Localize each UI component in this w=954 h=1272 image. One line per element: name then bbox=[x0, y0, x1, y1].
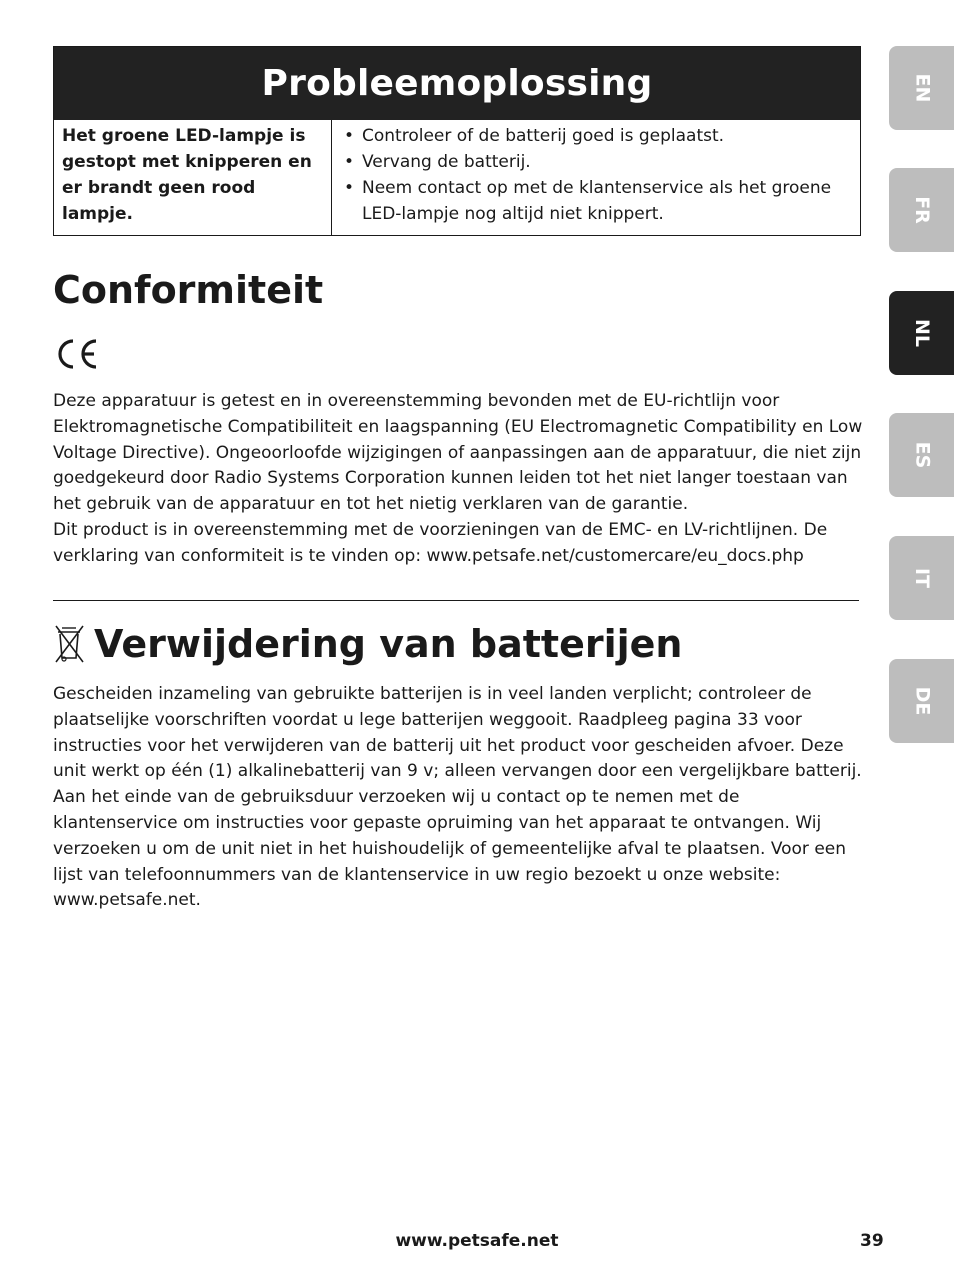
problem-cell: Het groene LED-lampje is gestopt met knipperen en er brandt geen rood lampje. bbox=[54, 120, 332, 235]
solution-list bbox=[344, 123, 852, 227]
tab-label: FR bbox=[910, 196, 933, 224]
ce-mark-icon bbox=[53, 337, 99, 371]
troubleshooting-table bbox=[53, 46, 861, 236]
solution-item: • Neem contact op met de klantenservice als het groene LED-lampje nog altijd niet knippert. bbox=[344, 175, 852, 227]
battery-heading: Verwijdering van batterijen bbox=[94, 622, 683, 666]
battery-paragraph: Gescheiden inzameling van gebruikte batterijen is in veel landen verplicht; controleer de plaatselijke voorschriften voordat u lege batterijen weggooit. Raadpleeg pagina 33 voor instructies voor het verwijderen van de batterij uit het product voor gescheiden afvoer. Deze unit werkt op één (1) alkalinebatterij van 9 v; alleen vervangen door een vergelijkbare batterij. bbox=[53, 684, 862, 782]
tab-label: DE bbox=[910, 686, 933, 716]
conformity-paragraph-2: Dit product is in overeenstemming met de voorzieningen van de EMC- en LV-richtlijnen. De verklaring van conformiteit is te vinden op: www.petsafe.net/customercare/eu_docs.php bbox=[53, 519, 828, 566]
language-tab-en[interactable] bbox=[889, 46, 954, 130]
language-tab-nl[interactable] bbox=[889, 291, 954, 375]
battery-text bbox=[53, 682, 865, 914]
footer-url: www.petsafe.net bbox=[395, 1231, 559, 1251]
tab-label: EN bbox=[910, 73, 933, 103]
tab-label: ES bbox=[910, 441, 933, 469]
crossed-out-bin-icon bbox=[53, 624, 85, 664]
solution-cell bbox=[332, 120, 860, 235]
troubleshooting-title: Probleemoplossing bbox=[261, 63, 653, 104]
language-tab-it[interactable] bbox=[889, 536, 954, 620]
language-tab-fr[interactable] bbox=[889, 168, 954, 252]
solution-item: • Controleer of de batterij goed is geplaatst. bbox=[344, 123, 852, 149]
tab-label: IT bbox=[911, 567, 933, 589]
page-number: 39 bbox=[860, 1231, 884, 1251]
language-tab-de[interactable] bbox=[889, 659, 954, 743]
conformity-heading: Conformiteit bbox=[53, 268, 324, 312]
battery-paragraph-2: Aan het einde van de gebruiksduur verzoeken wij u contact op te nemen met de klantenservice om instructies voor gepaste opruiming van het apparaat te ontvangen. Wij verzoeken u om de unit niet in het huishoudelijk of gemeentelijke afval te plaatsen. Voor een lijst van telefoonnummers van de klantenservice in uw regio bezoekt u onze website: www.petsafe.net. bbox=[53, 787, 847, 911]
tab-label: NL bbox=[910, 318, 933, 348]
solution-item: • Vervang de batterij. bbox=[344, 149, 852, 175]
language-tab-es[interactable] bbox=[889, 413, 954, 497]
troubleshooting-header bbox=[54, 47, 860, 120]
conformity-text bbox=[53, 389, 865, 570]
troubleshooting-row bbox=[54, 120, 860, 235]
section-divider bbox=[53, 600, 859, 601]
conformity-paragraph: Deze apparatuur is getest en in overeenstemming bevonden met de EU-richtlijn voor Elektromagnetische Compatibiliteit en laagspanning (EU Electromagnetic Compatibility en Low Voltage Directive). Ongeoorloofde wijzigingen of aanpassingen aan de apparatuur, die niet zijn goedgekeurd door Radio Systems Corporation kunnen leiden tot het niet langer toestaan van het gebruik van de apparatuur en tot het nietig verklaren van de garantie. bbox=[53, 391, 863, 515]
